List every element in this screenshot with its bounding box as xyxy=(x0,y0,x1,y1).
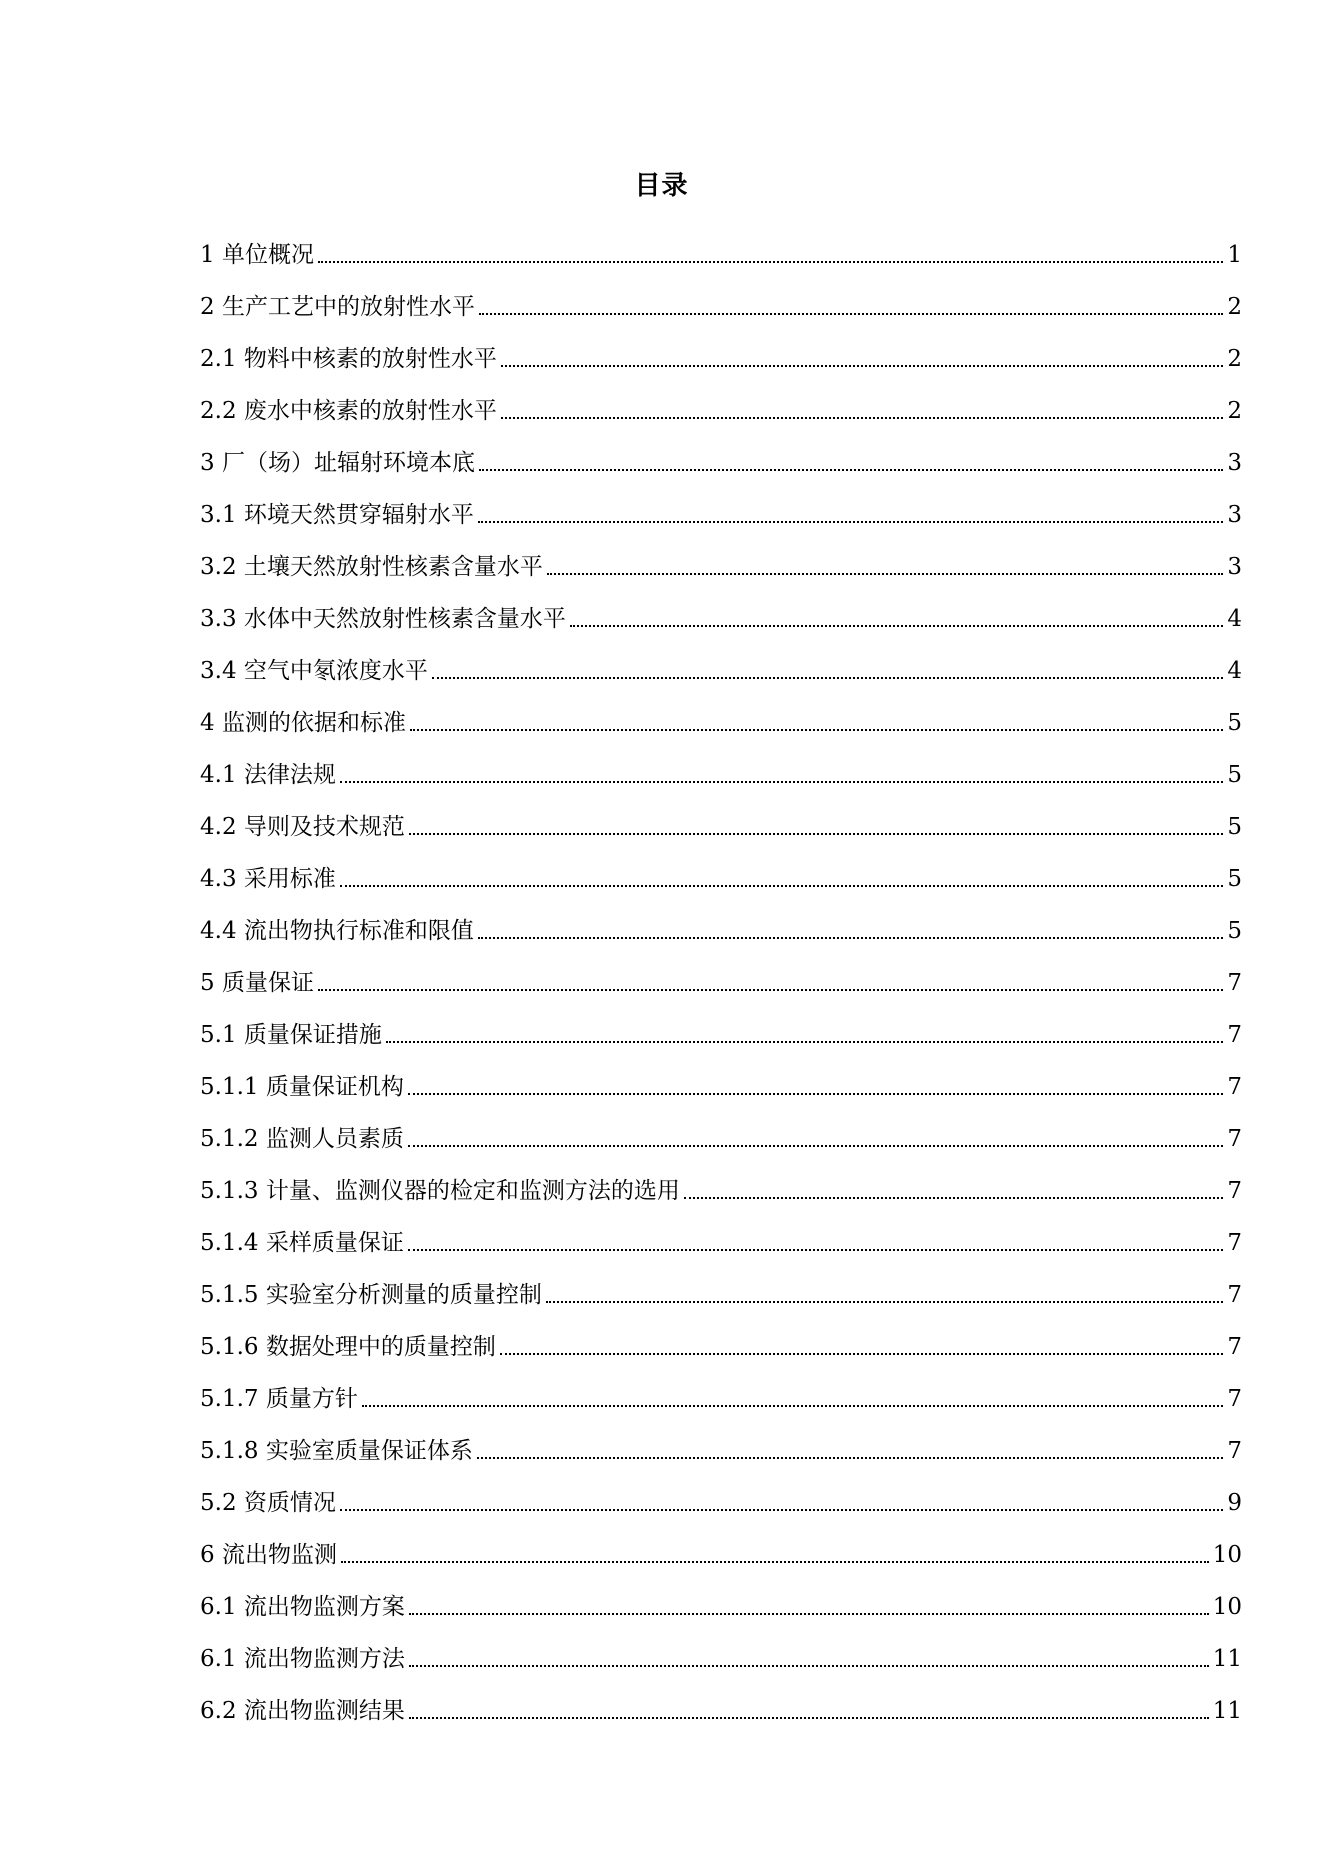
toc-dot-leader xyxy=(409,1717,1209,1719)
toc-entry[interactable] xyxy=(200,322,1242,374)
toc-entry[interactable] xyxy=(200,1206,1242,1258)
toc-entry-label: 5.1.6 数据处理中的质量控制 xyxy=(200,1334,496,1360)
toc-entry-label: 4 监测的依据和标准 xyxy=(200,710,406,736)
toc-dot-leader xyxy=(340,1509,1223,1511)
toc-dot-leader xyxy=(500,1353,1224,1355)
toc-entry[interactable] xyxy=(200,1674,1242,1726)
table-of-contents xyxy=(200,218,1242,1726)
toc-dot-leader xyxy=(410,729,1223,731)
toc-entry-label: 5.1 质量保证措施 xyxy=(200,1022,382,1048)
toc-dot-leader xyxy=(340,885,1223,887)
toc-dot-leader xyxy=(362,1405,1224,1407)
toc-entry-page-number: 7 xyxy=(1227,1438,1242,1464)
toc-dot-leader xyxy=(408,1249,1224,1251)
toc-entry-page-number: 2 xyxy=(1227,398,1242,424)
toc-dot-leader xyxy=(318,261,1223,263)
toc-entry-page-number: 5 xyxy=(1227,918,1242,944)
toc-entry-label: 5.1.4 采样质量保证 xyxy=(200,1230,404,1256)
toc-entry-label: 5.2 资质情况 xyxy=(200,1490,336,1516)
toc-entry[interactable] xyxy=(200,1102,1242,1154)
toc-entry-page-number: 10 xyxy=(1212,1542,1242,1568)
toc-entry-page-number: 9 xyxy=(1227,1490,1242,1516)
toc-dot-leader xyxy=(409,1665,1209,1667)
toc-entry[interactable] xyxy=(200,738,1242,790)
toc-entry[interactable] xyxy=(200,426,1242,478)
toc-entry[interactable] xyxy=(200,1622,1242,1674)
toc-dot-leader xyxy=(479,313,1223,315)
toc-dot-leader xyxy=(478,521,1223,523)
toc-entry[interactable] xyxy=(200,842,1242,894)
toc-dot-leader xyxy=(501,365,1223,367)
toc-dot-leader xyxy=(409,1613,1209,1615)
toc-dot-leader xyxy=(340,781,1223,783)
toc-entry-page-number: 7 xyxy=(1227,1282,1242,1308)
toc-entry[interactable] xyxy=(200,582,1242,634)
toc-dot-leader xyxy=(341,1561,1209,1563)
toc-entry[interactable] xyxy=(200,790,1242,842)
toc-entry[interactable] xyxy=(200,218,1242,270)
toc-dot-leader xyxy=(546,1301,1224,1303)
toc-entry-label: 5 质量保证 xyxy=(200,970,314,996)
toc-entry[interactable] xyxy=(200,946,1242,998)
toc-entry-label: 5.1.8 实验室质量保证体系 xyxy=(200,1438,473,1464)
toc-entry-page-number: 7 xyxy=(1227,1074,1242,1100)
toc-dot-leader xyxy=(408,1093,1224,1095)
toc-entry-page-number: 10 xyxy=(1212,1594,1242,1620)
toc-entry[interactable] xyxy=(200,478,1242,530)
toc-entry-label: 6.1 流出物监测方法 xyxy=(200,1646,405,1672)
toc-entry-label: 5.1.5 实验室分析测量的质量控制 xyxy=(200,1282,542,1308)
toc-entry[interactable] xyxy=(200,1154,1242,1206)
toc-entry-page-number: 4 xyxy=(1227,606,1242,632)
toc-entry-label: 4.2 导则及技术规范 xyxy=(200,814,405,840)
toc-entry-page-number: 7 xyxy=(1227,970,1242,996)
toc-entry-page-number: 5 xyxy=(1227,866,1242,892)
toc-entry-label: 4.4 流出物执行标准和限值 xyxy=(200,918,474,944)
toc-entry-label: 5.1.1 质量保证机构 xyxy=(200,1074,404,1100)
toc-dot-leader xyxy=(318,989,1223,991)
toc-entry[interactable] xyxy=(200,1466,1242,1518)
toc-entry-page-number: 3 xyxy=(1227,554,1242,580)
toc-entry-label: 2.1 物料中核素的放射性水平 xyxy=(200,346,497,372)
toc-dot-leader xyxy=(408,1145,1224,1147)
toc-entry[interactable] xyxy=(200,1050,1242,1102)
toc-entry-page-number: 7 xyxy=(1227,1386,1242,1412)
toc-entry-page-number: 7 xyxy=(1227,1126,1242,1152)
toc-dot-leader xyxy=(432,677,1223,679)
toc-entry-label: 6 流出物监测 xyxy=(200,1542,337,1568)
toc-entry-page-number: 11 xyxy=(1212,1646,1242,1672)
toc-entry-page-number: 7 xyxy=(1227,1022,1242,1048)
toc-entry-page-number: 5 xyxy=(1227,814,1242,840)
toc-entry-label: 4.1 法律法规 xyxy=(200,762,336,788)
toc-entry[interactable] xyxy=(200,634,1242,686)
toc-entry-label: 5.1.2 监测人员素质 xyxy=(200,1126,404,1152)
toc-entry-label: 4.3 采用标准 xyxy=(200,866,336,892)
toc-entry-page-number: 4 xyxy=(1227,658,1242,684)
toc-entry[interactable] xyxy=(200,1414,1242,1466)
toc-entry-page-number: 5 xyxy=(1227,762,1242,788)
toc-entry-page-number: 3 xyxy=(1227,450,1242,476)
toc-dot-leader xyxy=(479,469,1223,471)
toc-dot-leader xyxy=(547,573,1223,575)
toc-entry-label: 3 厂（场）址辐射环境本底 xyxy=(200,450,475,476)
toc-dot-leader xyxy=(478,937,1223,939)
toc-entry[interactable] xyxy=(200,1570,1242,1622)
toc-entry-label: 2.2 废水中核素的放射性水平 xyxy=(200,398,497,424)
toc-entry-label: 3.2 土壤天然放射性核素含量水平 xyxy=(200,554,543,580)
toc-entry-label: 6.2 流出物监测结果 xyxy=(200,1698,405,1724)
toc-entry[interactable] xyxy=(200,998,1242,1050)
toc-entry-page-number: 7 xyxy=(1227,1230,1242,1256)
toc-entry[interactable] xyxy=(200,1518,1242,1570)
toc-dot-leader xyxy=(501,417,1223,419)
toc-entry[interactable] xyxy=(200,1310,1242,1362)
toc-entry-label: 5.1.7 质量方针 xyxy=(200,1386,358,1412)
toc-entry[interactable] xyxy=(200,374,1242,426)
toc-entry[interactable] xyxy=(200,894,1242,946)
toc-entry-page-number: 1 xyxy=(1227,242,1242,268)
toc-entry-page-number: 7 xyxy=(1227,1334,1242,1360)
toc-entry-page-number: 2 xyxy=(1227,346,1242,372)
toc-entry-label: 5.1.3 计量、监测仪器的检定和监测方法的选用 xyxy=(200,1178,680,1204)
toc-entry-page-number: 7 xyxy=(1227,1178,1242,1204)
toc-entry[interactable] xyxy=(200,530,1242,582)
toc-dot-leader xyxy=(684,1197,1224,1199)
toc-entry[interactable] xyxy=(200,686,1242,738)
toc-entry-label: 6.1 流出物监测方案 xyxy=(200,1594,405,1620)
toc-entry-page-number: 5 xyxy=(1227,710,1242,736)
toc-entry[interactable] xyxy=(200,1362,1242,1414)
toc-entry-label: 1 单位概况 xyxy=(200,242,314,268)
toc-entry-page-number: 2 xyxy=(1227,294,1242,320)
toc-entry-page-number: 3 xyxy=(1227,502,1242,528)
toc-entry-label: 3.1 环境天然贯穿辐射水平 xyxy=(200,502,474,528)
toc-entry-page-number: 11 xyxy=(1212,1698,1242,1724)
toc-entry-label: 2 生产工艺中的放射性水平 xyxy=(200,294,475,320)
toc-entry[interactable] xyxy=(200,1258,1242,1310)
toc-entry[interactable] xyxy=(200,270,1242,322)
toc-entry-label: 3.4 空气中氡浓度水平 xyxy=(200,658,428,684)
toc-entry-label: 3.3 水体中天然放射性核素含量水平 xyxy=(200,606,566,632)
toc-dot-leader xyxy=(409,833,1223,835)
toc-dot-leader xyxy=(570,625,1223,627)
page-title: 目录 xyxy=(634,171,689,201)
toc-dot-leader xyxy=(386,1041,1223,1043)
toc-dot-leader xyxy=(477,1457,1224,1459)
